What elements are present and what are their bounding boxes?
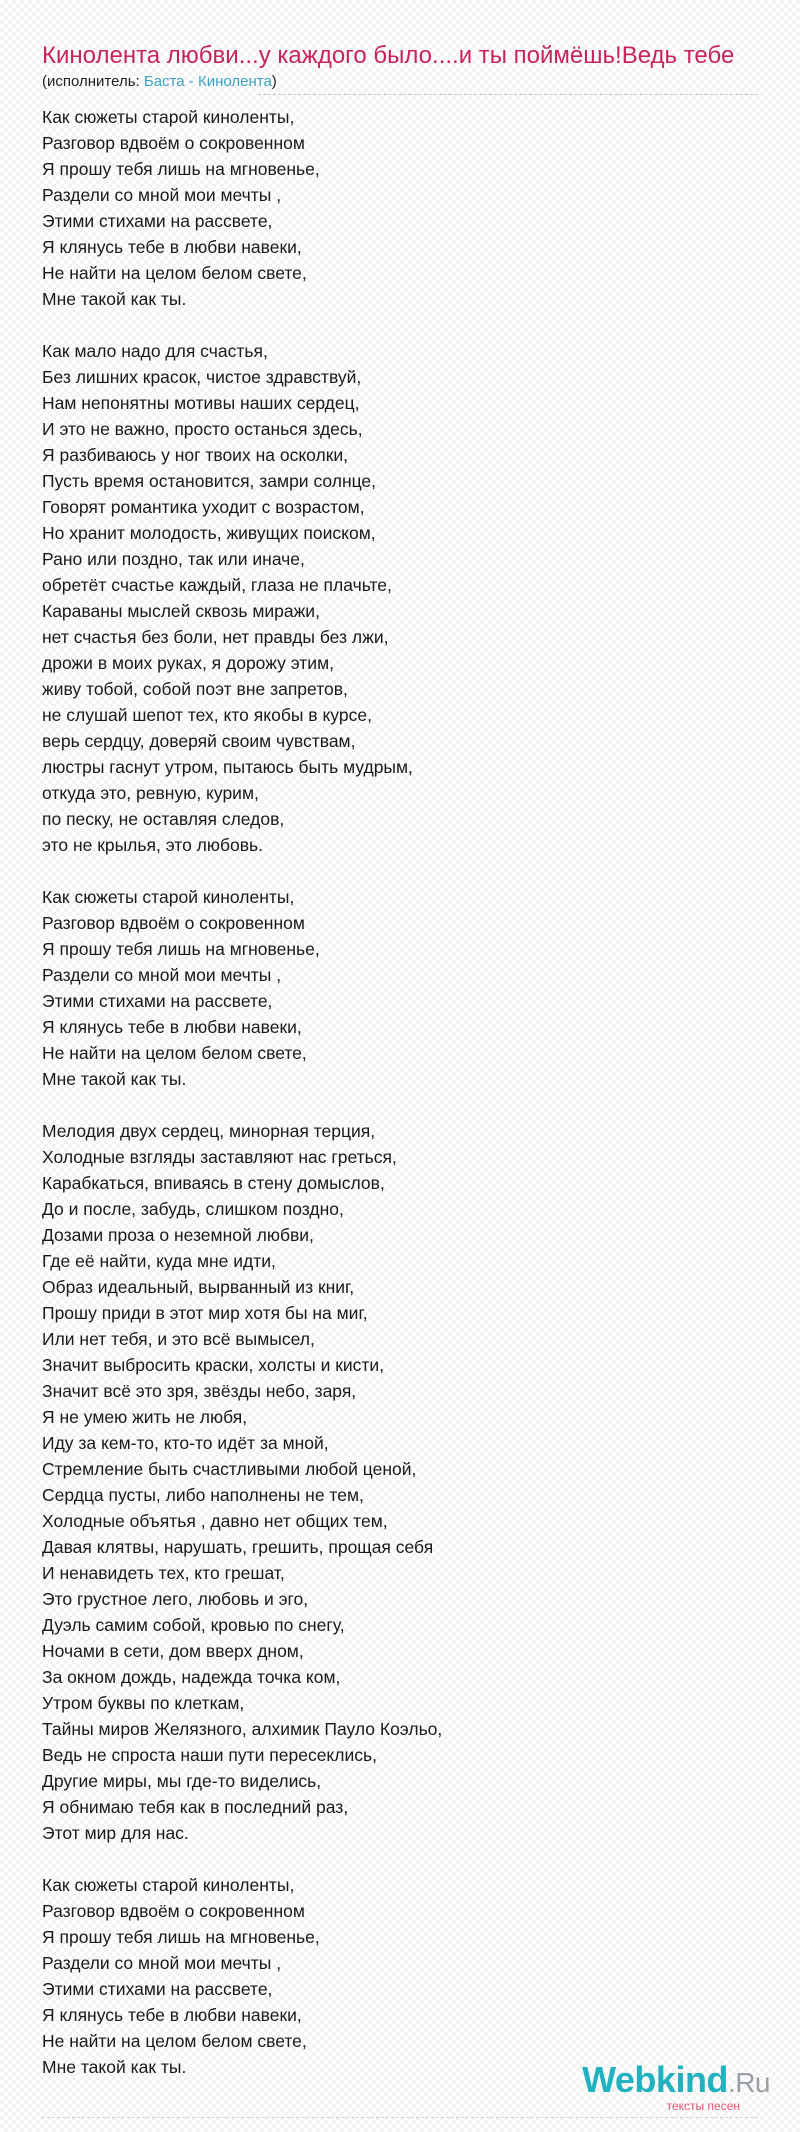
lyric-line: Я прошу тебя лишь на мгновенье, xyxy=(42,159,320,179)
footer-divider xyxy=(42,2117,758,2118)
lyric-line: Или нет тебя, и это всё вымысел, xyxy=(42,1329,315,1349)
lyric-line: дрожи в моих руках, я дорожу этим, xyxy=(42,653,334,673)
lyric-line: люстры гаснут утром, пытаюсь быть мудрым, xyxy=(42,757,413,777)
lyric-line: Как сюжеты старой киноленты, xyxy=(42,1875,295,1895)
lyric-line: откуда это, ревную, курим, xyxy=(42,783,259,803)
artist-link[interactable]: Баста xyxy=(143,73,185,90)
stanza xyxy=(42,884,742,1092)
lyric-line: Разговор вдвоём о сокровенном xyxy=(42,133,305,153)
logo-tld: .Ru xyxy=(727,2067,770,2098)
lyric-line: Это грустное лего, любовь и эго, xyxy=(42,1589,309,1609)
lyric-line: Я прошу тебя лишь на мгновенье, xyxy=(42,939,320,959)
lyric-line: Мне такой как ты. xyxy=(42,1069,187,1089)
page-title: Кинолента любви...у каждого было....и ты поймёшь!Ведь тебе xyxy=(42,42,735,69)
lyric-line: Я разбиваюсь у ног твоих на осколки, xyxy=(42,445,349,465)
lyric-line: Я не умею жить не любя, xyxy=(42,1407,248,1427)
lyric-line: Утром буквы по клеткам, xyxy=(42,1693,245,1713)
lyric-line: Этими стихами на рассвете, xyxy=(42,991,273,1011)
stanza xyxy=(42,1118,742,1846)
lyric-line: Давая клятвы, нарушать, грешить, прощая себя xyxy=(42,1537,434,1557)
lyric-line: Карабкаться, впиваясь в стену домыслов, xyxy=(42,1173,385,1193)
lyric-line: по песку, не оставляя следов, xyxy=(42,809,285,829)
performer-line xyxy=(42,72,277,92)
lyric-line: Мелодия двух сердец, минорная терция, xyxy=(42,1121,376,1141)
lyric-line: Как сюжеты старой киноленты, xyxy=(42,107,295,127)
lyric-line: Стремление быть счастливыми любой ценой, xyxy=(42,1459,417,1479)
lyric-line: верь сердцу, доверяй своим чувствам, xyxy=(42,731,356,751)
lyric-line: Не найти на целом белом свете, xyxy=(42,263,307,283)
song-link[interactable]: Кинолента xyxy=(197,73,272,90)
lyric-line: Ведь не спроста наши пути пересеклись, xyxy=(42,1745,378,1765)
lyric-line: нет счастья без боли, нет правды без лжи, xyxy=(42,627,389,647)
performer-label: (исполнитель: xyxy=(42,73,144,90)
lyric-line: Говорят романтика уходит с возрастом, xyxy=(42,497,365,517)
lyric-line: Дуэль самим собой, кровью по снегу, xyxy=(42,1615,345,1635)
lyric-line: Разговор вдвоём о сокровенном xyxy=(42,913,305,933)
lyric-line: За окном дождь, надежда точка ком, xyxy=(42,1667,341,1687)
lyric-line: Не найти на целом белом свете, xyxy=(42,1043,307,1063)
lyrics-body xyxy=(42,104,742,2106)
logo-name: Webkind xyxy=(582,2059,728,2100)
lyric-line: Сердца пусты, либо наполнены не тем, xyxy=(42,1485,364,1505)
lyric-line: Пусть время остановится, замри солнце, xyxy=(42,471,377,491)
lyric-line: Дозами проза о неземной любви, xyxy=(42,1225,314,1245)
stanza xyxy=(42,1872,742,2080)
lyric-line: Нам непонятны мотивы наших сердец, xyxy=(42,393,360,413)
logo-wordmark xyxy=(582,2059,770,2101)
lyric-line: Раздели со мной мои мечты , xyxy=(42,965,282,985)
lyric-line: Не найти на целом белом свете, xyxy=(42,2031,307,2051)
lyric-line: Иду за кем-то, кто-то идёт за мной, xyxy=(42,1433,329,1453)
lyric-line: Этот мир для нас. xyxy=(42,1823,189,1843)
lyric-line: Но хранит молодость, живущих поиском, xyxy=(42,523,376,543)
lyric-line: Я клянусь тебе в любви навеки, xyxy=(42,2005,302,2025)
lyric-line: Без лишних красок, чистое здравствуй, xyxy=(42,367,362,387)
lyric-line: Этими стихами на рассвете, xyxy=(42,1979,273,1999)
lyric-line: Я клянусь тебе в любви навеки, xyxy=(42,1017,302,1037)
header-divider xyxy=(258,94,758,95)
lyric-line: И это не важно, просто останься здесь, xyxy=(42,419,363,439)
lyric-line: это не крылья, это любовь. xyxy=(42,835,264,855)
artist-song-separator: - xyxy=(184,73,198,90)
lyric-line: Ночами в сети, дом вверх дном, xyxy=(42,1641,304,1661)
lyric-line: Холодные объятья , давно нет общих тем, xyxy=(42,1511,388,1531)
lyric-line: И ненавидеть тех, кто грешат, xyxy=(42,1563,285,1583)
lyric-line: живу тобой, собой поэт вне запретов, xyxy=(42,679,348,699)
performer-close: ) xyxy=(271,73,277,90)
lyric-line: Образ идеальный, вырванный из книг, xyxy=(42,1277,355,1297)
lyric-line: Значит выбросить краски, холсты и кисти, xyxy=(42,1355,385,1375)
lyric-line: Прошу приди в этот мир хотя бы на миг, xyxy=(42,1303,368,1323)
lyric-line: Рано или поздно, так или иначе, xyxy=(42,549,305,569)
lyric-line: Караваны мыслей сквозь миражи, xyxy=(42,601,320,621)
lyric-line: Холодные взгляды заставляют нас греться, xyxy=(42,1147,397,1167)
logo-tagline: тексты песен xyxy=(666,2099,740,2113)
lyric-line: Мне такой как ты. xyxy=(42,289,187,309)
lyric-line: Я обнимаю тебя как в последний раз, xyxy=(42,1797,349,1817)
lyric-line: Где её найти, куда мне идти, xyxy=(42,1251,276,1271)
lyric-line: Значит всё это зря, звёзды небо, заря, xyxy=(42,1381,357,1401)
stanza xyxy=(42,104,742,312)
lyric-line: Другие миры, мы где-то виделись, xyxy=(42,1771,322,1791)
lyric-line: Тайны миров Желязного, алхимик Пауло Коэльо, xyxy=(42,1719,443,1739)
lyric-line: Этими стихами на рассвете, xyxy=(42,211,273,231)
lyric-line: Мне такой как ты. xyxy=(42,2057,187,2077)
lyric-line: Разговор вдвоём о сокровенном xyxy=(42,1901,305,1921)
lyric-line: Как сюжеты старой киноленты, xyxy=(42,887,295,907)
site-logo[interactable] xyxy=(582,2059,770,2113)
lyric-line: не слушай шепот тех, кто якобы в курсе, xyxy=(42,705,372,725)
lyric-line: Я прошу тебя лишь на мгновенье, xyxy=(42,1927,320,1947)
lyric-line: До и после, забудь, слишком поздно, xyxy=(42,1199,344,1219)
stanza xyxy=(42,338,742,858)
lyric-line: Как мало надо для счастья, xyxy=(42,341,268,361)
lyric-line: обретёт счастье каждый, глаза не плачьте, xyxy=(42,575,392,595)
lyric-line: Я клянусь тебе в любви навеки, xyxy=(42,237,302,257)
lyric-line: Раздели со мной мои мечты , xyxy=(42,1953,282,1973)
lyric-line: Раздели со мной мои мечты , xyxy=(42,185,282,205)
